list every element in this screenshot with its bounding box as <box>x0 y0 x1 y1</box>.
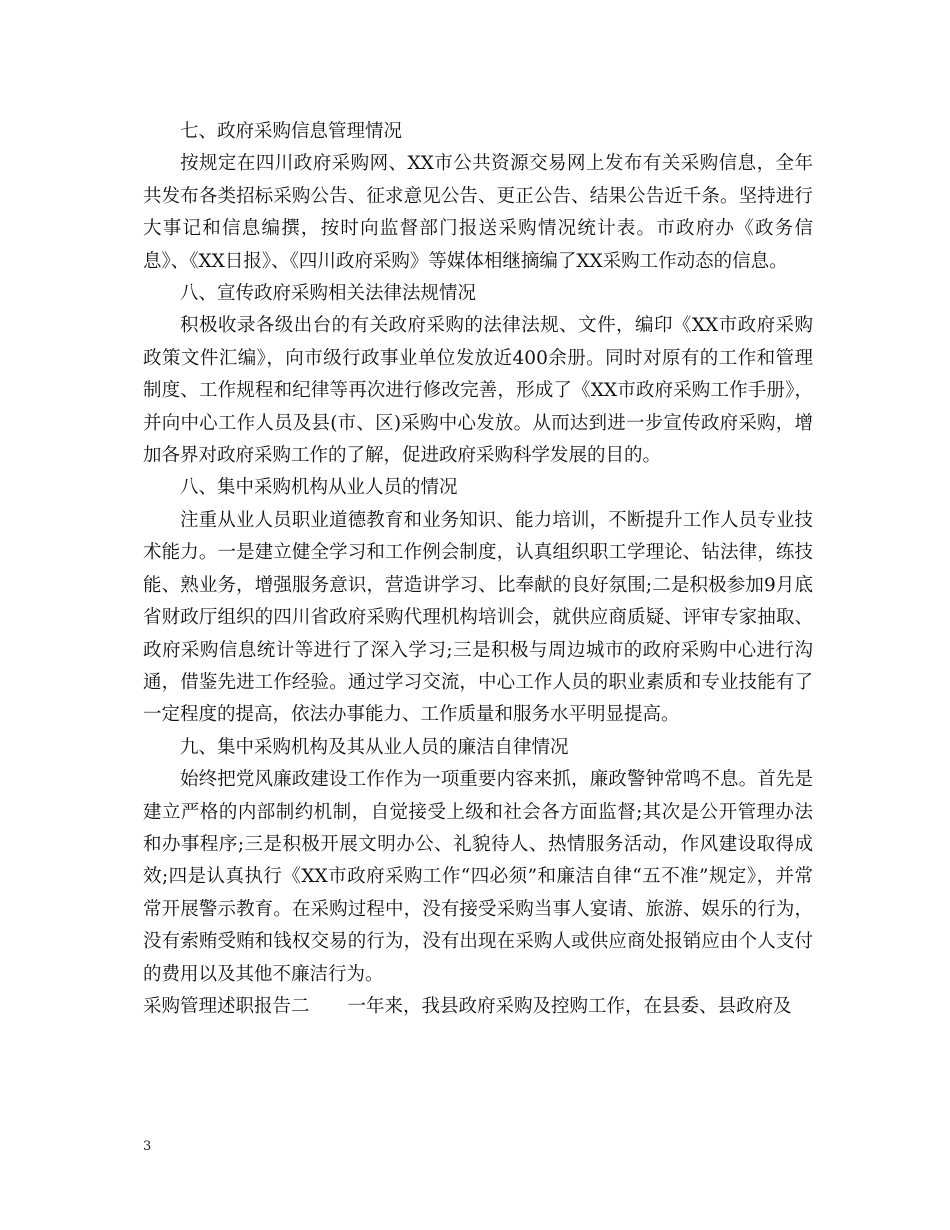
section-heading-8b: 八、集中采购机构从业人员的情况 <box>180 477 458 499</box>
report-intro: 一年来，我县政府采购及控购工作，在县委、县政府及 <box>347 995 792 1017</box>
closing-line <box>143 991 813 1023</box>
section-body-8a: 积极收录各级出台的有关政府采购的法律法规、文件，编印《XX市政府采购政策文件汇编》，向市级行政事业单位发放近400余册。同时对原有的工作和管理制度、工作规程和纪律等再次进行修改完善，形成了《XX市政府采购工作手册》，并向中心工作人员及县(市、区)采购中心发放。从而达到进一步宣传政府采购，增加各界对政府采购工作的了解，促进政府采购科学发展的目的。 <box>143 315 813 467</box>
section-body-9: 始终把党风廉政建设工作作为一项重要内容来抓，廉政警钟常鸣不息。首先是建立严格的内部制约机制，自觉接受上级和社会各方面监督;其次是公开管理办法和办事程序;三是积极开展文明办公、礼貌待人、热情服务活动，作风建设取得成效;四是认真执行《XX市政府采购工作“四必须”和廉洁自律“五不准”规定》，并常常开展警示教育。在采购过程中，没有接受采购当事人宴请、旅游、娱乐的行为，没有索贿受贿和钱权交易的行为，没有出现在采购人或供应商处报销应由个人支付的费用以及其他不廉洁行为。 <box>143 769 813 985</box>
section-heading-9: 九、集中采购机构及其从业人员的廉洁自律情况 <box>180 736 569 758</box>
section-heading-7: 七、政府采购信息管理情况 <box>180 121 403 142</box>
page-number: 3 <box>143 1139 152 1154</box>
report-title: 采购管理述职报告二 <box>143 995 310 1017</box>
section-heading-8a: 八、宣传政府采购相关法律法规情况 <box>180 283 477 305</box>
document-body <box>143 116 813 1023</box>
section-body-8b: 注重从业人员职业道德教育和业务知识、能力培训，不断提升工作人员专业技术能力。一是建立健全学习和工作例会制度，认真组织职工学理论、钻法律，练技能、熟业务，增强服务意识，营造讲学习、比奉献的良好氛围;二是积极参加9月底省财政厅组织的四川省政府采购代理机构培训会，就供应商质疑、评审专家抽取、政府采购信息统计等进行了深入学习;三是积极与周边城市的政府采购中心进行沟通，借鉴先进工作经验。通过学习交流，中心工作人员的职业素质和专业技能有了一定程度的提高，依法办事能力、工作质量和服务水平明显提高。 <box>143 509 813 726</box>
section-body-7: 按规定在四川政府采购网、XX市公共资源交易网上发布有关采购信息，全年共发布各类招标采购公告、征求意见公告、更正公告、结果公告近千条。坚持进行大事记和信息编撰，按时向监督部门报送采购情况统计表。市政府办《政务信息》、《XX日报》、《四川政府采购》等媒体相继摘编了XX采购工作动态的信息。 <box>143 153 813 272</box>
